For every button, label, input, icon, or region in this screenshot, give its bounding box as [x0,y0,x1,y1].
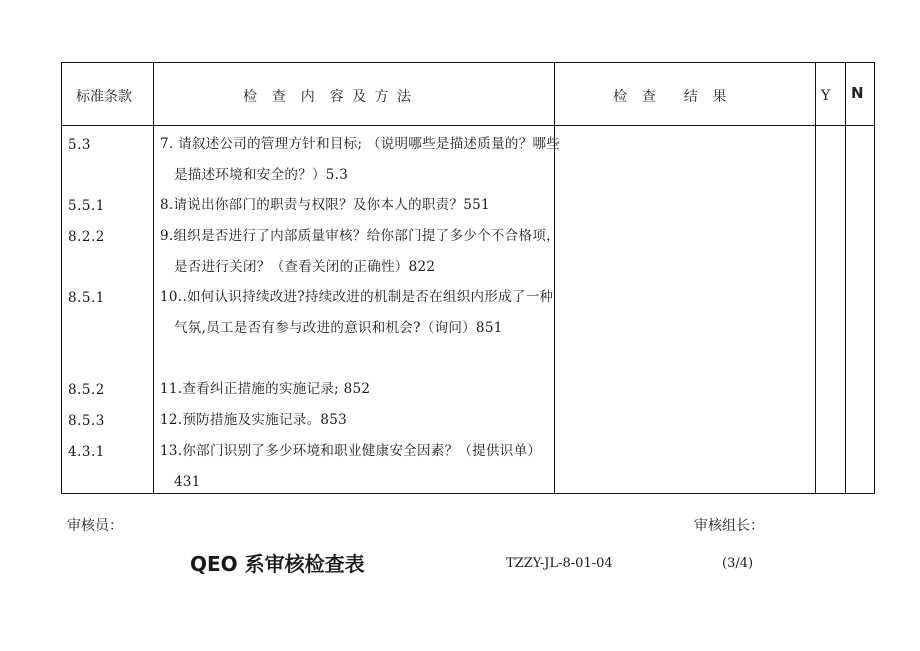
auditor-signature-label: 审核员： [67,518,123,534]
content-cell: 8.请说出你部门的职责与权限？及你本人的职责？551 [160,197,490,213]
content-cell: 10..如何认识持续改进?持续改进的机制是否在组织内形成了一种气氛,员工是否有参与改进的意识和机会?（询问）851 [160,289,554,336]
content-cell: 11.查看纠正措施的实施记录; 852 [160,381,371,397]
clause-cell: 8.2.2 [68,229,105,245]
header-clause: 标准条款 [76,89,132,105]
header-y: Y [821,88,831,104]
content-cell: 7. 请叙述公司的管理方针和目标; （说明哪些是描述质量的？哪些是描述环境和安全的？）5.3 [160,136,561,183]
content-cell: 12.预防措施及实施记录。853 [160,412,348,428]
clause-cell: 8.5.3 [68,413,105,429]
header-result: 检 查 结 果 [613,89,729,105]
column-divider [845,62,846,493]
header-n: N [851,84,864,102]
clause-cell: 5.3 [68,137,91,153]
column-divider [815,62,816,493]
page-number: (3/4) [722,556,754,571]
clause-cell: 8.5.1 [68,290,105,306]
clause-cell: 5.5.1 [68,198,105,214]
column-divider [153,62,154,493]
leader-signature-label: 审核组长： [694,518,764,534]
clause-cell: 4.3.1 [68,444,105,460]
header-divider [61,125,875,126]
header-content: 检 查 内 容 及 方 法 [243,89,414,105]
content-cell: 13.你部门识别了多少环境和职业健康安全因素？（提供识单）431 [160,443,542,490]
clause-cell: 8.5.2 [68,382,105,398]
content-cell: 9.组织是否进行了内部质量审核？给你部门提了多少个不合格项，是否进行关闭？（查看关闭的正确性）822 [160,228,560,275]
document-title: QEO 系审核检查表 [190,552,365,576]
document-code: TZZY-JL-8-01-04 [506,556,613,571]
